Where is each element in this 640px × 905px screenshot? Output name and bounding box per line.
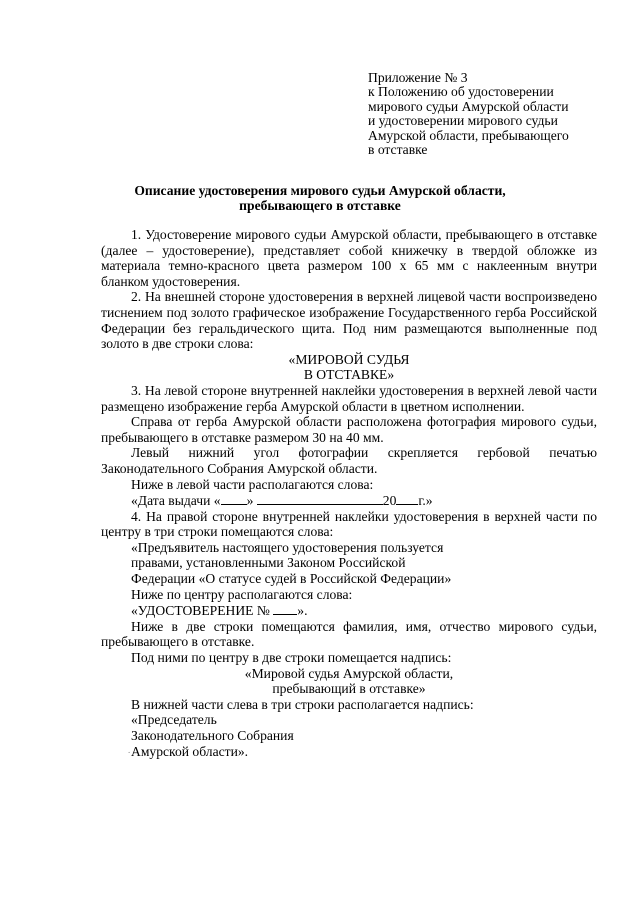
paragraph-3: 3. На левой стороне внутренней наклейки удостоверения в верхней левой части размещено изображение герба Амурской области в цветном исполнении. bbox=[101, 382, 597, 414]
annex-line: к Положению об удостоверении bbox=[368, 84, 554, 100]
quote-line: правами, установленными Законом Российской bbox=[131, 555, 406, 571]
cert-text: «УДОСТОВЕРЕНИЕ № bbox=[131, 603, 270, 619]
year-blank bbox=[396, 492, 418, 505]
quote-line: «Предъявитель настоящего удостоверения пользуется bbox=[131, 539, 444, 555]
emblem-words-line: «МИРОВОЙ СУДЬЯ bbox=[288, 351, 410, 367]
date-text: 20 bbox=[382, 493, 397, 509]
annex-line: в отставке bbox=[368, 142, 428, 158]
paragraph-1: 1. Удостоверение мирового судьи Амурской области, пребывающего в отставке (далее – удостоверение), представляет собой книжечку в твердой обложке из материала темно-красного цвета размером 100 х 65 мм с наклеенным внутри бланком удостоверения. bbox=[101, 227, 597, 289]
scan-mark: . bbox=[128, 745, 131, 755]
title-line: пребывающего в отставке bbox=[239, 198, 401, 213]
paragraph-7: 4. На правой стороне внутренней наклейки удостоверения в верхней части по центру в три строки помещаются слова: bbox=[101, 508, 597, 540]
judge-inscription-line: пребывающий в отставке» bbox=[272, 681, 426, 697]
judge-inscription-line: «Мировой судья Амурской области, bbox=[244, 665, 454, 681]
paragraph-6: Ниже в левой части располагаются слова: bbox=[131, 476, 374, 492]
certificate-number-line bbox=[101, 602, 597, 619]
paragraph-5: Левый нижний угол фотографии скрепляется гербовой печатью Законодательного Собрания Амурской области. bbox=[101, 445, 597, 476]
chair-line: Законодательного Собрания bbox=[131, 728, 294, 743]
annex-line: мирового судьи Амурской области bbox=[368, 98, 569, 114]
issue-date-line bbox=[101, 492, 597, 509]
chair-line: «Председатель bbox=[131, 712, 217, 728]
annex-line: Приложение № 3 bbox=[368, 70, 468, 85]
paragraph-11: В нижней части слева в три строки располагается надпись: bbox=[131, 696, 474, 712]
number-blank bbox=[273, 602, 297, 615]
paragraph-4: Справа от герба Амурской области расположена фотография мирового судьи, пребывающего в отставке размером 30 на 40 мм. bbox=[101, 414, 597, 445]
date-text: » bbox=[246, 493, 254, 509]
paragraph-10: Под ними по центру в две строки помещается надпись: bbox=[131, 650, 452, 666]
annex-line: Амурской области, пребывающего bbox=[368, 127, 569, 143]
quote-line: Федерации «О статусе судей в Российской Федерации» bbox=[131, 571, 452, 587]
annex-header bbox=[368, 71, 618, 157]
paragraph-2: 2. На внешней стороне удостоверения в верхней лицевой части воспроизведено тиснением под золото графическое изображение Государственного герба Российской Федерации без геральдического щита. Под ним размещаются выполненные под золото в две строки слова: bbox=[101, 289, 597, 352]
paragraph-9: Ниже в две строки помещаются фамилия, имя, отчество мирового судьи, пребывающего в отставке. bbox=[101, 618, 597, 650]
paragraph-8: Ниже по центру располагаются слова: bbox=[131, 586, 353, 602]
day-blank bbox=[221, 492, 247, 505]
document-title bbox=[60, 183, 580, 213]
annex-line: и удостоверении мирового судьи bbox=[368, 113, 558, 129]
month-blank bbox=[257, 492, 383, 505]
date-text: г.» bbox=[418, 493, 433, 509]
title-line: Описание удостоверения мирового судьи Амурской области, bbox=[134, 183, 506, 198]
document-body bbox=[101, 227, 597, 759]
cert-text: ». bbox=[297, 603, 308, 619]
chair-line: Амурской области». bbox=[131, 743, 249, 759]
date-text: «Дата выдачи « bbox=[131, 493, 221, 509]
emblem-words-line: В ОТСТАВКЕ» bbox=[303, 367, 395, 383]
